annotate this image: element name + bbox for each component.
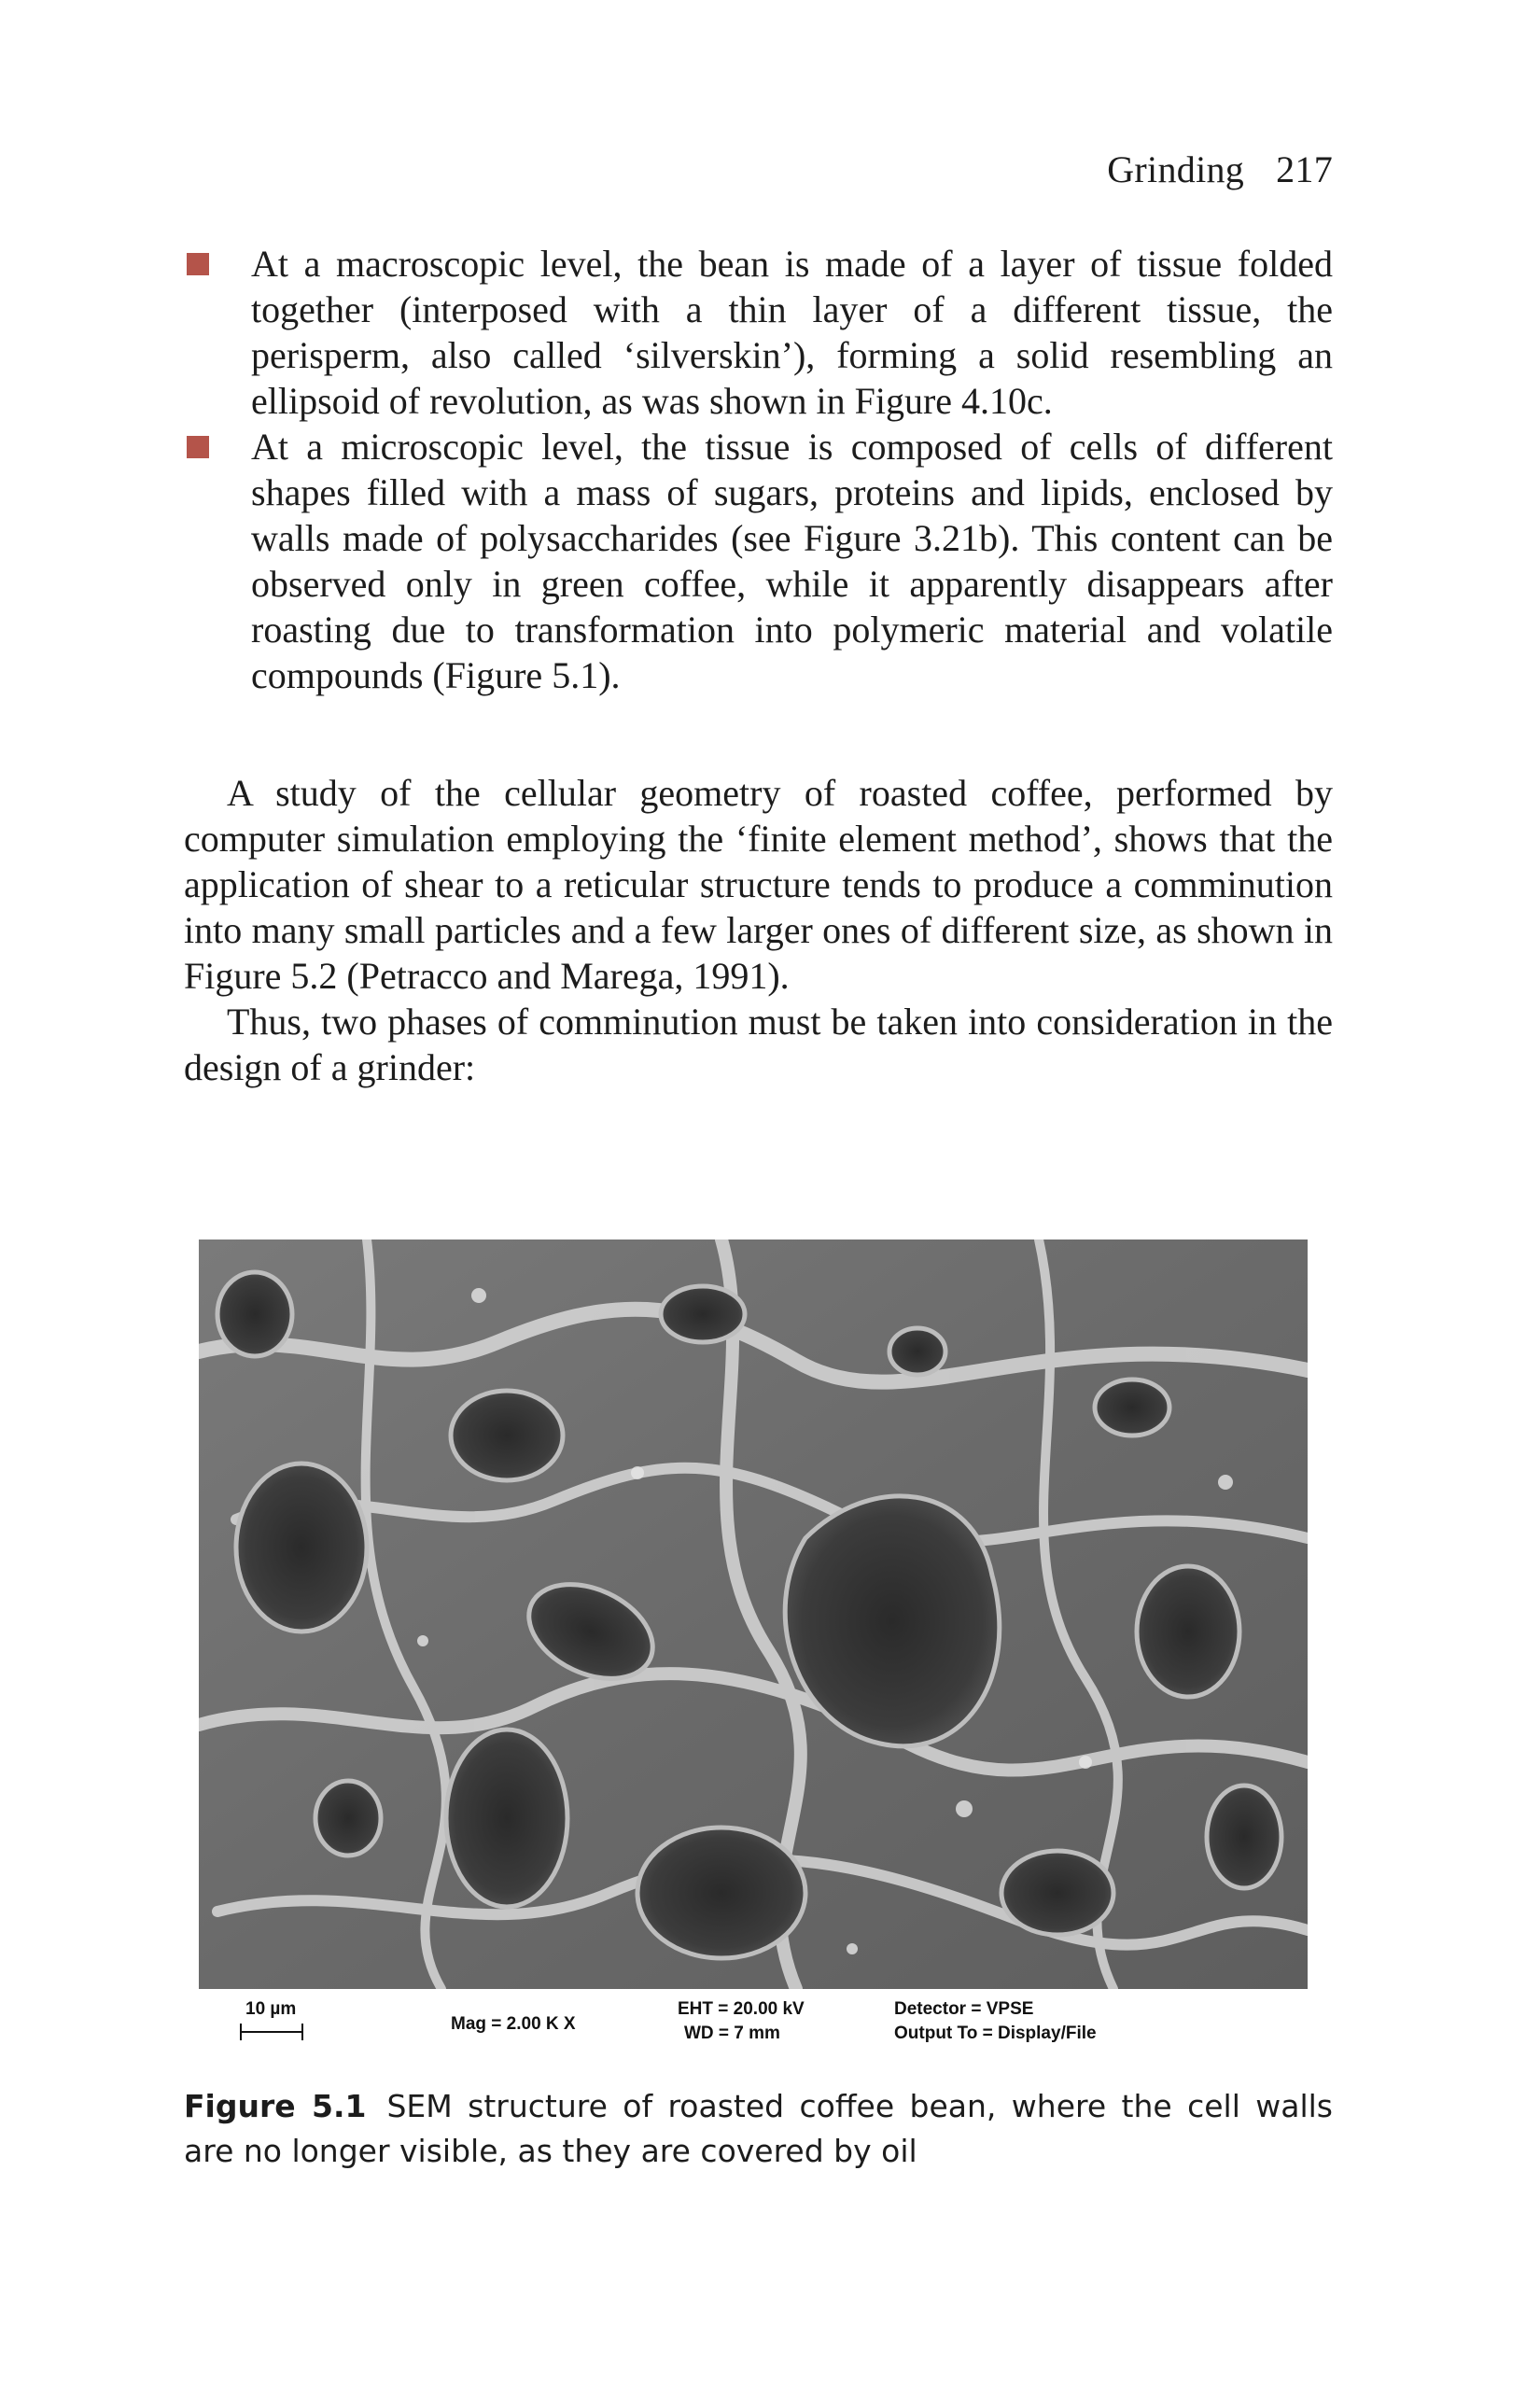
body-text	[184, 770, 1333, 1090]
paragraph: A study of the cellular geometry of roasted coffee, performed by computer simulation employing the ‘finite element method’, shows that the application of shear to a reticular structure tends to produce a comminution into many small particles and a few larger ones of different size, as shown in Figure 5.2 (Petracco and Marega, 1991).	[184, 772, 1333, 997]
working-distance: WD = 7 mm	[684, 2024, 780, 2043]
sem-info-bar	[199, 1994, 1308, 2053]
figure-label: Figure 5.1	[184, 2088, 367, 2124]
magnification: Mag = 2.00 K X	[451, 2014, 576, 2034]
caption-text: SEM structure of roasted coffee bean, where the cell walls are no longer visible, as they are covered by oil	[184, 2088, 1333, 2169]
page-number: 217	[1276, 148, 1333, 190]
bullet-text: At a macroscopic level, the bean is made of a layer of tissue folded together (interposed with a thin layer of a different tissue, the perisperm, also called ‘silverskin’), forming a solid resembling an ellipsoid of revolution, as was shown in Figure 4.10c.	[251, 243, 1333, 422]
detector: Detector = VPSE	[894, 1999, 1034, 2019]
scale-bar-icon	[240, 2024, 303, 2040]
sem-micrograph	[199, 1240, 1308, 1989]
bullet-item	[184, 241, 1333, 424]
output-target: Output To = Display/File	[894, 2024, 1097, 2043]
sem-micrograph-graphic	[199, 1240, 1308, 1989]
paragraph: Thus, two phases of comminution must be taken into consideration in the design of a grinder:	[184, 1001, 1333, 1088]
square-bullet-icon	[187, 436, 209, 458]
square-bullet-icon	[187, 253, 209, 275]
running-header	[1107, 147, 1333, 192]
eht-value: EHT = 20.00 kV	[678, 1999, 805, 2019]
scale-label: 10 µm	[245, 1999, 297, 2019]
bullet-item	[184, 424, 1333, 698]
figure-caption	[184, 2084, 1333, 2174]
bullet-text: At a microscopic level, the tissue is composed of cells of different shapes filled with a mass of sugars, proteins and lipids, enclosed by walls made of polysaccharides (see Figure 3.21b). This content can be observed only in green coffee, while it apparently disappears after roasting due to transformation into polymeric material and volatile compounds (Figure 5.1).	[251, 426, 1333, 696]
bullet-list	[184, 241, 1333, 698]
section-title: Grinding	[1107, 148, 1245, 190]
